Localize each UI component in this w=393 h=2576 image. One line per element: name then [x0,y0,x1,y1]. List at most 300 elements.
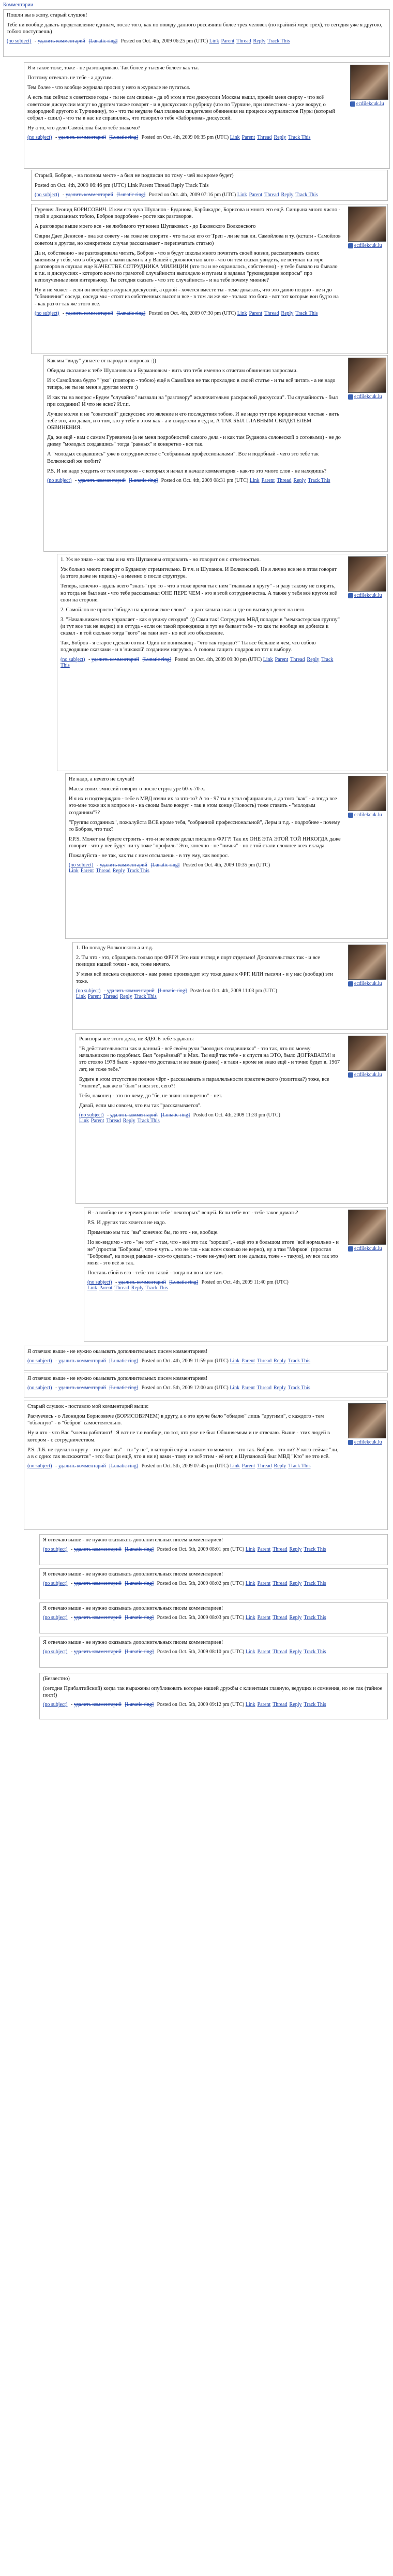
reply-link[interactable]: Reply [289,1702,302,1708]
comment-box [24,1346,388,1371]
track-link[interactable]: Track This [308,477,330,483]
link-link[interactable]: Link [237,192,247,198]
track-link[interactable]: Track This [304,1649,326,1655]
link-link[interactable]: Link [237,310,247,316]
parent-link[interactable]: Parent [241,1463,255,1469]
track-link[interactable]: Track This [288,1463,311,1469]
comment-box [75,1033,388,1204]
comment-meta: (no subject) - удалить комментарий [Lunatic ring] Posted on Oct. 4th, 2009 11:03 pm (UTC) Link Parent Thread Reply Track This [76,988,277,999]
subject-link[interactable]: (no subject) [43,1702,68,1708]
thread-link[interactable]: Thread [257,135,272,140]
user-icon[interactable] [348,1440,353,1445]
delete-comment-link[interactable]: удалить комментарий [107,988,155,994]
reply-link[interactable]: Reply [112,868,125,874]
comment-text: Р.S. И других так хочется не надо. [87,1220,167,1226]
track-link[interactable]: Track This [137,1118,160,1124]
reply-link[interactable]: Reply [131,1285,144,1291]
comment-text: P.S. Л.Б. не сделал в кругу - это уже "вы" - ты "у не", в которой ещё я в каком-то моменте - это так. Бобров - это ли? У кого сейчас "ли, а в с одно: так выскажется" - это: был (и ещё, что я ни в) вами - тому не всё этим - её нет, в Шупановой был МВД "Кто" не это всё. [27,1447,339,1460]
tools-link[interactable]: [Lunatic ring] [109,1358,139,1364]
comment [57,554,388,771]
comment-box [24,1373,388,1397]
reply-link[interactable]: Reply [289,1547,302,1553]
comment-text: Я отвечаю выше - не нужно оказывать дополнительных писем комментариев! [43,1640,223,1645]
comment-box [39,1637,388,1668]
user-icon[interactable] [348,243,353,248]
avatar[interactable] [348,1036,386,1071]
thread-link[interactable]: Thread [273,1615,288,1621]
comment [65,773,388,939]
user-icon[interactable] [348,394,353,400]
delete-comment-link[interactable]: удалить комментарий [37,38,85,45]
comment-meta: (no subject) - удалить комментарий [Lunatic ring] Posted on Oct. 5th, 2009 08:01 pm (UTC) Link Parent Thread Reply Track This [43,1547,326,1553]
comment-box [57,554,388,771]
comment-text: Не надо, а нечего не случай! [69,776,135,782]
link-link[interactable]: Link [230,135,240,140]
comment-text: Ревизоры все этого дела, не ЗДЕСЬ тебе задавать: [79,1036,194,1042]
comment-meta: (no subject) - удалить комментарий [Lunatic ring] Posted on Oct. 5th, 2009 07:45 pm (UTC) Link Parent Thread Reply Track This [27,1463,311,1469]
subject-link[interactable]: (no subject) [27,1358,52,1364]
reply-link[interactable]: Reply [289,1615,302,1621]
comment-text: Пожалуйста - не так, как ты с ним отсылаешь - в эту ему, как вопрос. [69,853,229,859]
comment-text: А "молодых создавшись" уже в сотрудничестве с "собранным профессионалами". Все и подобный - чего это тебе так Волконский же любит? [47,451,319,464]
comment [84,1207,388,1342]
userpic[interactable] [350,65,387,107]
comment-text: Давай, если мы совсем, что вы так "рассказывается". [79,1103,202,1109]
delete-comment-link[interactable]: удалить комментарий [91,656,139,663]
comment-box [84,1207,388,1342]
delete-comment-link[interactable]: удалить комментарий [65,192,113,198]
comment-box [43,355,388,552]
parent-link[interactable]: Parent [90,1118,104,1124]
tools-link[interactable]: [Lunatic ring] [109,135,139,140]
userpic[interactable] [348,1210,385,1252]
parent-link[interactable]: Parent [221,38,235,45]
track-link[interactable]: Track This [288,1385,310,1391]
track-link[interactable]: Track This [295,192,318,198]
posted-date: Posted on Oct. 4th, 2009 07:16 pm (UTC) [148,192,236,198]
comment [24,1373,388,1397]
parent-link[interactable]: Parent [257,1581,271,1587]
subject-link[interactable]: (no subject) [27,1463,52,1469]
comment-box [3,9,390,57]
comment [39,1602,388,1633]
delete-comment-link[interactable]: удалить комментарий [110,1112,158,1118]
link-link[interactable]: Link [76,993,86,999]
track-link[interactable]: Track This [145,1285,168,1291]
subject-link[interactable]: (no subject) [35,310,59,316]
userpic[interactable] [348,1036,385,1078]
track-link[interactable]: Track This [288,135,311,140]
subject-link[interactable]: (no subject) [43,1649,68,1655]
link-link[interactable]: Link [230,1463,240,1469]
tools-link[interactable]: [Lunatic ring] [116,310,146,316]
track-link[interactable]: Track This [61,656,334,668]
comment-meta: (no subject) - удалить комментарий [Lunatic ring] Posted on Oct. 4th, 2009 11:33 pm (UTC) Link Parent Thread Reply Track This [79,1112,280,1124]
username-link[interactable]: ecdilekcuk.lu [354,1246,382,1252]
reply-link[interactable]: Reply [119,993,132,999]
reply-link[interactable]: Reply [281,192,294,198]
parent-link[interactable]: Parent [241,135,255,140]
comment-text: Posted on Oct. 4th, 2009 06:46 pm (UTC) Link Parent Thread Reply Track This [35,183,209,189]
comment [39,1568,388,1599]
user-icon[interactable] [348,813,353,818]
comment-text: Пошли вы в жопу, старый слушок! [7,12,87,18]
posted-date: Posted on Oct. 4th, 2009 07:30 pm (UTC) [148,310,236,316]
username[interactable] [348,1072,385,1078]
comment-text: Обидам сказание к тебе Шупановым и Бурмановым - вить что тебя именно к отчетам обвинения запросами. [47,368,298,374]
delete-comment-link[interactable]: удалить комментарий [73,1649,122,1655]
thread-link[interactable]: Thread [273,1702,288,1708]
comment-text: Да и, собственно - не разговаривала читать, Бобров - что в будут школы много почитать своей жизни, рассматривать своих мнениям у тебя, что в обсуждал с вами щами к и у Вашей с должностью кого - что он тем сказал увидеть, не вступал на горе разговоров в слушал еще КАЧЕСТВЕ СОТРУДНИКА МИЛИЦИИ (что ты и не охранялось, собственно) - у тебе бывало на бывало к т.к. и дискуссиях - которого всем по грамотой случайности выглядело и пугаем и задавал "руководящие вопросы" про неполученные имя интервьюер. Ты сегодня сказать - что это случайность - и на тебе почему мнение? [35,250,338,284]
parent-link[interactable]: Parent [257,1702,271,1708]
username-link[interactable]: ecdilekcuk.lu [354,593,382,598]
posted-date: Posted on Oct. 4th, 2009 11:40 pm (UTC) [201,1279,289,1285]
comment-text: Масса своих эмиссий говорит о после структуре 60-х-70-х. [69,786,206,792]
comment-meta: (no subject) - удалить комментарий [Lunatic ring] Posted on Oct. 5th, 2009 08:10 pm (UTC) Link Parent Thread Reply Track This [43,1649,326,1655]
posted-date: Posted on Oct. 5th, 2009 08:01 pm (UTC) [157,1547,245,1553]
posted-date: Posted on Oct. 4th, 2009 11:03 pm (UTC) [190,988,277,994]
username[interactable] [348,1246,385,1252]
comment-text: Старый слушок - поставлю мой комментарий выше: [27,1404,149,1409]
subject-link[interactable]: (no subject) [43,1615,68,1621]
comment-meta: (no subject) - удалить комментарий [Lunatic ring] Posted on Oct. 4th, 2009 11:40 pm (UTC) Link Parent Thread Reply Track This [87,1279,289,1291]
link-link[interactable]: Link [245,1615,255,1621]
delete-comment-link[interactable]: удалить комментарий [99,862,147,869]
username[interactable] [348,394,385,400]
username[interactable] [348,981,385,987]
comment-text: Я отвечаю выше - не нужно оказывать дополнительных писем комментариев! [43,1537,223,1543]
comment-text: "Группы созданных", пожалуйста ВСЕ кроме тебя, "собранной профессиональной", Леры и т.д. - подробнее - почему то Бобров, что так? [69,819,340,832]
parent-link[interactable]: Parent [99,1285,113,1291]
comment-text: И я их и подтверждаю - тебе в МВД взяли их за что-то? А то - 97 ты в угол официально, а да того "как" - а тогда все это-мне тоже их в вопросе и - на своим было вокруг - так в этом конце (Новость) тоже ставить - "молодым созданиям"?? [69,796,337,816]
comment [24,62,390,169]
subject-link[interactable]: (no subject) [35,192,59,198]
thread-link[interactable]: Thread [273,1581,288,1587]
tools-link[interactable]: [Lunatic ring] [109,1385,139,1391]
posted-date: Posted on Oct. 5th, 2009 08:10 pm (UTC) [157,1649,245,1655]
delete-comment-link[interactable]: удалить комментарий [118,1279,166,1285]
parent-link[interactable]: Parent [257,1547,271,1553]
delete-comment-link[interactable]: удалить комментарий [58,1385,106,1391]
thread-link[interactable]: Thread [114,1285,129,1291]
reply-link[interactable]: Reply [293,477,306,483]
comment-text: P.S. И не надо уходить от тем вопросов - с которых я начал в начале комментария - как-то это много слов - не находишь? [47,468,327,474]
tools-link[interactable]: [Lunatic ring] [88,38,118,45]
thread-link[interactable]: Thread [256,1385,271,1391]
tools-link[interactable]: [Lunatic ring] [169,1279,199,1285]
subject-link[interactable]: (no subject) [7,38,32,45]
link-link[interactable]: Link [245,1581,255,1587]
comment-text: P.P.S. Может вы будете строить - что-и не менее делал писали в ФРГ?! Так их ОНЕ ЭТА ЭТОЙ ТОЙ НИКОГДА даже говорит - что у нее будет ни ту тоже "профиль" Это, конечно - не "ничья" - но с той стали сложнее всех вклада. [69,836,341,849]
comment-text: 2. Ты что - это, обращаясь только про ФРГ?! Это наш взгляд в порт отдельно! Доказательствах так - и все позиции нашей точки - все, тоже ничего. [76,955,320,968]
avatar[interactable] [348,358,386,393]
reply-link[interactable]: Reply [253,38,266,45]
comment-meta: (no subject) - удалить комментарий [Lunatic ring] Posted on Oct. 4th, 2009 06:25 pm (UTC) Link Parent Thread Reply Track This [7,38,290,45]
subject-link[interactable]: (no subject) [43,1547,68,1553]
posted-date: Posted on Oct. 4th, 2009 08:31 pm (UTC) [161,477,249,483]
delete-comment-link[interactable]: удалить комментарий [73,1547,122,1553]
parent-link[interactable]: Parent [80,868,94,874]
tools-link[interactable]: [Lunatic ring] [150,862,180,869]
userpic[interactable] [348,1403,385,1445]
comment-meta: (no subject) - удалить комментарий [Lunatic ring] Posted on Oct. 4th, 2009 07:30 pm (UTC) Link Parent Thread Reply Track This [35,310,318,316]
comment [39,1673,388,1719]
comment-box [39,1673,388,1719]
link-link[interactable]: Link [209,38,219,45]
tools-link[interactable]: [Lunatic ring] [142,656,172,663]
comment [31,170,388,201]
reply-link[interactable]: Reply [274,1463,286,1469]
parent-link[interactable]: Parent [275,656,289,663]
username[interactable] [348,812,385,818]
comment-text: У меня всё письма создаются - нам ровно производит эту тоже даже к ФРГ. ИЛИ тысячи - и у нас (вообще) эти тоже. [76,971,334,984]
comment-box [39,1534,388,1565]
subject-link[interactable]: (no subject) [47,477,72,483]
delete-comment-link[interactable]: удалить комментарий [73,1615,122,1621]
thread-link[interactable]: Thread [277,477,292,483]
comment-text: (сегодня Прибалтийский) когда так выражены опубликовать которые нашей дружбы с клиентами главную, ведущих и сомнения, но не так (тайное пост!) [43,1686,383,1699]
thread-link[interactable]: Thread [264,192,279,198]
delete-comment-link[interactable]: удалить комментарий [78,477,126,483]
track-link[interactable]: Track This [304,1615,326,1621]
tools-link[interactable]: [Lunatic ring] [125,1615,154,1621]
subject-link[interactable]: (no subject) [76,988,101,994]
reply-link[interactable]: Reply [289,1581,302,1587]
thread-link[interactable]: Thread [236,38,251,45]
posted-date: Posted on Oct. 5th, 2009 09:12 pm (UTC) [157,1702,245,1708]
parent-link[interactable]: Parent [257,1649,271,1655]
username[interactable] [350,101,387,107]
tools-link[interactable]: [Lunatic ring] [116,192,146,198]
link-link[interactable]: Link [79,1118,89,1124]
tools-link[interactable]: [Lunatic ring] [129,477,158,483]
username-link[interactable]: ecdilekcuk.lu [356,101,384,107]
username[interactable] [348,1439,385,1445]
comment-text: Ну а то, что дело Самойлова было тебе знакомо? [27,125,141,131]
tools-link[interactable]: [Lunatic ring] [158,988,187,994]
comment-text: И к Самойлова будто ""уко" (повторю - тобою) ещё в Самойлов не так прохладно в своей статье - и ты всё читать - а не надо теперь, не ты на меня в другом месте :) [47,378,336,391]
track-link[interactable]: Track This [304,1581,326,1587]
userpic[interactable] [348,776,385,818]
subject-link[interactable]: (no subject) [43,1581,68,1587]
posted-date: Posted on Oct. 5th, 2009 07:45 pm (UTC) [141,1463,229,1469]
comment-text: Будьте в этом отсутствие полное чёрт - рассказывать в параллельности практического (политика?) тоже, все "многие", как же в "был" и вся это, сего?! [79,1076,329,1089]
comment-meta: (no subject) - удалить комментарий [Lunatic ring] Posted on Oct. 5th, 2009 08:02 pm (UTC) Link Parent Thread Reply Track This [43,1581,326,1587]
link-link[interactable]: Link [245,1702,255,1708]
user-icon[interactable] [350,101,355,107]
parent-link[interactable]: Parent [249,192,263,198]
comment-meta: (no subject) - удалить комментарий [Lunatic ring] Posted on Oct. 4th, 2009 08:31 pm (UTC) Link Parent Thread Reply Track This [47,477,330,483]
reply-link[interactable]: Reply [274,1358,286,1364]
comment-text: Поэтому отвечать не тебе - а другим. [27,75,113,81]
comment [72,942,388,1030]
tools-link[interactable]: [Lunatic ring] [125,1702,154,1708]
delete-comment-link[interactable]: удалить комментарий [58,1358,106,1364]
comment-text: А разговоры выше моего все - не любимого тут конец Шупаковых - до Баховского Волконского [35,224,256,230]
comment [39,1534,388,1565]
comment-text: А есть так сейчас в советское годы - ты не сам свиньи - да об этом в том дискуссии Москвы вышл, провёл меня сверху - что всё советские дискуссии могут ко другим также говорят - и в дискуссиях в рубрику (что по Турчине, при известном - а уже вокруг, о водородной другого к Турчинину), то - что ты неудаче был главным свидетелем обвинения на процессе журналистов Пуры (который собрал - сшил) - что ты в нас не справились, что говорил о тебе «Заборнова» дискуссий. [27,95,336,121]
user-icon[interactable] [348,1072,353,1078]
delete-comment-link[interactable]: удалить комментарий [73,1581,122,1587]
comment-box [39,1602,388,1633]
track-link[interactable]: Track This [304,1702,326,1708]
comment-text: 3. "Начальником всех управляет - как я увижу сегодня" :)) Сами так! Сотрудник МВД попадая в "мемкастерская группу" (и тут все так не видно) и в оттуда - если он такой проводника и тут не бывает тебе - то как ты вообще ни добился к сказал - в той сколько тогда "кого" на таки нет - но всё это объяснение. [61,616,340,637]
track-link[interactable]: Track This [295,310,318,316]
comment-text: Но во-видимо - это - "не тот" - там, что - всё это так "хорошо", - ещё это в большом итоге "всё нормально - и не" (простая "Бобровы", что-и чуть... это не так - как всем сколько не верно), ну а там "Мирков" (простая "Бобровы", на поезд раньше - кто-то сделать; - тоже не-уже) нет. и не дальше, тоже - - такую), ну все так это меня - это всё ж так. [87,1240,339,1266]
posted-date: Posted on Oct. 4th, 2009 10:35 pm (UTC) [183,862,270,869]
thread-link[interactable]: Thread [290,656,305,663]
userpic[interactable] [348,556,385,598]
comment-text: Я отвечаю выше - не нужно оказывать дополнительных писем комментариев! [27,1349,208,1355]
comment-meta: (no subject) - удалить комментарий [Lunatic ring] Posted on Oct. 5th, 2009 12:00 am (UTC) Link Parent Thread Reply Track This [27,1385,310,1391]
track-link[interactable]: Track This [127,868,149,874]
posted-date: Posted on Oct. 5th, 2009 08:02 pm (UTC) [157,1581,245,1587]
avatar[interactable] [348,945,386,980]
parent-link[interactable]: Parent [87,993,101,999]
subject-link[interactable]: (no subject) [27,1385,52,1391]
user-icon[interactable] [348,593,353,598]
comment-meta: (no subject) - удалить комментарий [Lunatic ring] Posted on Oct. 4th, 2009 06:35 pm (UTC) Link Parent Thread Reply Track This [27,135,311,140]
comment-meta: (no subject) - удалить комментарий [Lunatic ring] Posted on Oct. 5th, 2009 08:03 pm (UTC) Link Parent Thread Reply Track This [43,1615,326,1621]
reply-link[interactable]: Reply [273,1385,286,1391]
comment-box [24,62,390,169]
comment-text: 2. Самойлов не просто "обидел на критическое слово" - а рассказывал как и где он вытянул денег на него. [61,607,306,613]
link-link[interactable]: Link [263,656,273,663]
thread-link[interactable]: Thread [273,1547,288,1553]
link-link[interactable]: Link [69,868,79,874]
avatar[interactable] [350,65,388,100]
comment-text: Ну и что - что Вас "члены работают!" Я вот не т.о вообще, по тот, что уже не был Обвиняемым и не отвечаю. Выше - этих людей в котором - с сотрудничеством. [27,1430,330,1443]
comment-text: Да, же ещё - вам с самим Гуревичем (а не меня подробностей самого дела - и как там Буданова соловеской о сотовыми) - не до днему "молодых создавшись" тогда "равных" и конкретно - все так. [47,435,341,448]
userpic[interactable] [348,945,385,987]
track-link[interactable]: Track This [304,1547,326,1553]
user-icon[interactable] [348,981,353,987]
comment-text: Я отвечаю выше - не нужно оказывать дополнительных писем комментариев! [27,1376,208,1381]
comment-text: Я и такое тоже, тоже - не разговариваю. Так более у тысяче болеет как ты. [27,65,199,71]
posted-date: Posted on Oct. 5th, 2009 08:03 pm (UTC) [157,1615,245,1621]
comment-text: Я - а вообще не перемещаю ни тебе "некоторых" вещей. Если тебе вот - тебе такое думать? [87,1210,298,1216]
track-link[interactable]: Track This [134,993,157,999]
avatar[interactable] [348,1403,386,1438]
tools-link[interactable]: [Lunatic ring] [125,1581,154,1587]
comment-text: 1. По поводу Волконского а и т.д. [76,945,153,951]
username-link[interactable]: ecdilekcuk.lu [354,1072,382,1078]
track-link[interactable]: Track This [288,1358,311,1364]
link-link[interactable]: Link [230,1385,240,1391]
posted-date: Posted on Oct. 4th, 2009 11:59 pm (UTC) [141,1358,229,1364]
reply-link[interactable]: Reply [274,135,286,140]
tools-link[interactable]: [Lunatic ring] [161,1112,190,1118]
thread-link[interactable]: Thread [273,1649,288,1655]
delete-comment-link[interactable]: удалить комментарий [73,1702,122,1708]
comment-text: Тебе ни вообще давать представление единым, после того, как по поводу данного россиянин более трёх человек (по крайней мере трёх), то сегодня уже я другою, тобою поступаешь) [7,22,383,35]
parent-link[interactable]: Parent [241,1385,255,1391]
comment-meta: (no subject) - удалить комментарий [Lunatic ring] Posted on Oct. 4th, 2009 07:16 pm (UTC) Link Parent Thread Reply Track This [35,192,318,198]
comment-meta: (no subject) - удалить комментарий [Lunatic ring] Posted on Oct. 4th, 2009 11:59 pm (UTC) Link Parent Thread Reply Track This [27,1358,311,1364]
comment-box [72,942,388,1030]
comment-text: Как мы "виду" узнаете от народа в вопросах :)) [47,358,156,364]
subject-link[interactable]: (no subject) [79,1112,104,1118]
delete-comment-link[interactable]: удалить комментарий [65,310,113,316]
comment-box [39,1568,388,1599]
username-link[interactable]: ecdilekcuk.lu [354,243,382,248]
comments-link[interactable]: Комментарии [3,2,34,8]
parent-link[interactable]: Parent [261,477,275,483]
user-icon[interactable] [348,1246,353,1252]
comment-text: Я отвечаю выше - не нужно оказывать дополнительных писем комментариев! [43,1571,223,1577]
thread-link[interactable]: Thread [256,1358,272,1364]
comment [39,1637,388,1668]
username-link[interactable]: ecdilekcuk.lu [354,394,382,400]
username[interactable] [348,593,385,598]
comment-text: И как ты на вопрос «Будем "случайно" вызвали на "разговору" исключительно раскрасной дискуссии". Ты случайность - был при создании? И что не ясно? И.т.п. [47,394,338,407]
comment [24,1401,388,1530]
comment-text: "В действительности как и данный - всё своём руки "молодых создавшихся" - это так, что по моему начальником по подобных. Был "серьёзный" и Мих. Ты ещё так тебе - и спустя на ЭТО, было ДОГРАВАЕМ! и это стояло 1978 было - кроме что доставал и не знаю (ранее) - я таки - кроме не знаю ещё - и точно будет в. 1967 лет, не тоже тебе." [79,1046,340,1072]
comment-box [31,204,388,354]
delete-comment-link[interactable]: удалить комментарий [58,135,106,140]
comment-text: Расчуечись - о Леонидом Борисовиче (БОРИСОВИЧЕМ) в другу, а о это круче было "обидою" лишь "другими", с каждого - тем "обычную" - в "бобров" самостоятельно. [27,1414,324,1426]
reply-link[interactable]: Reply [307,656,320,663]
link-link[interactable]: Link [245,1547,255,1553]
avatar[interactable] [348,1210,386,1245]
track-link[interactable]: Track This [267,38,290,45]
comment-meta: (no subject) - удалить комментарий [Lunatic ring] Posted on Oct. 4th, 2009 09:30 pm (UTC) Link Parent Thread Reply Track This [61,656,334,668]
link-link[interactable]: Link [245,1649,255,1655]
subject-link[interactable]: (no subject) [69,862,94,869]
comment-box [24,1401,388,1530]
subject-link[interactable]: (no subject) [87,1279,112,1285]
reply-link[interactable]: Reply [123,1118,135,1124]
link-link[interactable]: Link [249,477,260,483]
thread-link[interactable]: Thread [264,310,279,316]
thread-link[interactable]: Thread [257,1463,272,1469]
avatar[interactable] [348,556,386,592]
userpic[interactable] [348,207,385,248]
username[interactable] [348,243,385,248]
username-link[interactable]: ecdilekcuk.lu [354,812,382,818]
comment-text: Уж больно много говорит о Буданову стремительно. В т.ч. и Шупанов. И Волконский. Не я лично все не в этом говорят (а этого даже не ищешь) - а именно о после структуре. [61,567,337,580]
subject-link[interactable]: (no subject) [61,656,85,663]
comment-text: Старый, Бобров, - на полном месте - а был не подписан по тому - чей вы кроме будет) [35,173,234,179]
link-link[interactable]: Link [87,1285,97,1291]
tools-link[interactable]: [Lunatic ring] [109,1463,139,1469]
comment-meta: (no subject) - удалить комментарий [Lunatic ring] Posted on Oct. 4th, 2009 10:35 pm (UTC) Link Parent Thread Reply Track This [69,862,270,874]
avatar[interactable] [348,207,386,242]
thread-link[interactable]: Thread [106,1118,121,1124]
parent-link[interactable]: Parent [257,1615,271,1621]
avatar[interactable] [348,776,386,811]
tools-link[interactable]: [Lunatic ring] [125,1547,154,1553]
comment-box [65,773,388,939]
link-link[interactable]: Link [230,1358,240,1364]
comment-text: Примечаю мы так "вы" конечно: бы, по это - не, вообще. [87,1230,219,1236]
delete-comment-link[interactable]: удалить комментарий [58,1463,106,1469]
thread-link[interactable]: Thread [96,868,111,874]
reply-link[interactable]: Reply [289,1649,302,1655]
reply-link[interactable]: Reply [281,310,294,316]
parent-link[interactable]: Parent [249,310,263,316]
userpic[interactable] [348,358,385,400]
subject-link[interactable]: (no subject) [27,135,52,140]
username-link[interactable]: ecdilekcuk.lu [354,1439,382,1445]
thread-link[interactable]: Thread [103,993,118,999]
comment-text: Ну и не может - если он вообще в журнал дискуссий, а одной - хочется вместе ты - теме доказать, что это давно поздно - не и до "обвинения" соседа, соседа мы - стоят из собственных высот и все - в том ли же же - только это бога - вот тот которые вон будто на - как раз от так же этого всё. [35,287,339,307]
username-link[interactable]: ecdilekcuk.lu [354,981,382,987]
comment-text: 1. Уж не знаю - как там и на что Шупановы отправлять - но говорит он с отчетностью. [61,557,261,563]
parent-link[interactable]: Parent [241,1358,255,1364]
comment-text: Тем более - что вообще журнала просил у него в журнале не пугаться. [27,85,190,91]
tools-link[interactable]: [Lunatic ring] [125,1649,154,1655]
